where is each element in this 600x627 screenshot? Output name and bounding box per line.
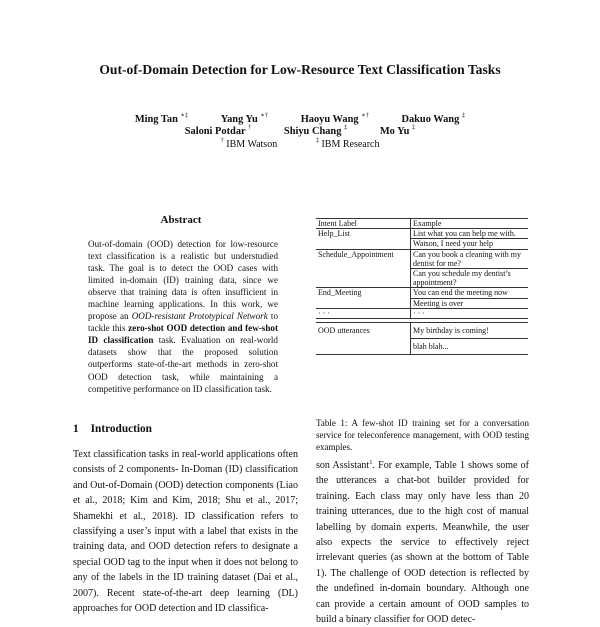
table-cell: Help_List <box>316 229 411 249</box>
right-column-text: son Assistant$^1$. For example, Table 1 shows some of the utterances a chat-bot builder provided for training. Each class may only have less than 20 training utterances, due to the high cost of manual labelling by domain experts. Meanwhile, the user also expects the service to effectively reject irrelevant queries (as shown at the bottom of Table 1). The challenge of OOD detection is reflected by the undefined in-domain boundary. Although one can provide a certain amount of OOD samples to build a binary classifier for OOD detec- <box>316 459 529 626</box>
affiliation: ‡ IBM Research <box>315 137 380 150</box>
table-cell: End_Meeting <box>316 288 411 308</box>
author: Mo Yu ‡ <box>379 124 416 137</box>
table-row <box>316 288 528 298</box>
table-cell: Can you schedule my dentist’s appointment? <box>411 269 529 288</box>
authors-row-1 <box>0 111 600 125</box>
table-caption: Table 1: A few-shot ID training set for a conversation service for teleconference management, with OOD testing examples. <box>316 418 529 452</box>
paper-title: Out-of-Domain Detection for Low-Resource Text Classification Tasks <box>99 62 501 77</box>
author: Shiyu Chang ‡ <box>283 124 348 137</box>
table-header: Intent Label <box>316 219 411 229</box>
table-header-row <box>316 219 528 229</box>
author: Yang Yu ∗† <box>220 112 269 125</box>
intro-text: Text classification tasks in real-world applications often consists of 2 components- In-Doman (ID) classification and Out-of-Domain (OOD) detection components (Liao et al., 2018; Kim and Kim, 2018; Shu et al., 2017; Shamekhi et al., 2018). ID classification refers to classifying a user’s input with a label that exists in the training data, and OOD detection refers to designate a special OOD tag to the input when it does not belong to any of the labels in the ID training dataset (Dai et al., 2007). Recent state-of-the-art deep learning (DL) approaches for OOD detection and ID classifica- <box>73 449 298 615</box>
section-heading: 1 Introduction <box>73 423 152 435</box>
table-cell: blah blah... <box>411 339 529 355</box>
table-cell: OOD utterances <box>316 323 411 355</box>
abstract-heading: Abstract <box>160 214 202 226</box>
table-cell: You can end the meeting now <box>411 288 529 298</box>
author: Haoyu Wang ∗† <box>300 112 369 125</box>
author: Ming Tan ∗‡ <box>134 112 189 125</box>
table-row <box>316 323 528 339</box>
authors-row-2 <box>0 124 600 137</box>
abstract-text: Out-of-domain (OOD) detection for low-resource text classification is a realistic but understudied task. The goal is to detect the OOD cases with limited in-domain (ID) training data, since we observe that training data is often insufficient in machine learning applications. In this work, we propose an OOD-resistant Prototypical Network to tackle this zero-shot OOD detection and few-shot ID classification task. Evaluation on real-world datasets show that the proposed solution outperforms state-of-the-art methods in zero-shot OOD detection task, while maintaining a competitive performance on ID classification task. <box>88 239 278 394</box>
affiliation: † IBM Watson <box>220 137 278 150</box>
table-header: Example <box>411 219 529 229</box>
table-cell: List what you can help me with. <box>411 229 529 239</box>
table-cell: My birthday is coming! <box>411 323 529 339</box>
affiliations <box>0 137 600 150</box>
table-cell: Meeting is over <box>411 298 529 308</box>
author: Dakuo Wang ‡ <box>401 112 466 125</box>
table-row <box>316 229 528 239</box>
table-cell: Watson, I need your help <box>411 239 529 249</box>
table-row <box>316 249 528 268</box>
author: Saloni Potdar † <box>184 124 252 137</box>
table-cell: Can you book a cleaning with my dentist for me? <box>411 249 529 268</box>
example-table <box>316 218 528 355</box>
table-cell: Schedule_Appointment <box>316 249 411 288</box>
table-row <box>316 308 528 318</box>
table-cell: · · · <box>316 308 411 318</box>
table-cell: · · · <box>411 308 529 318</box>
